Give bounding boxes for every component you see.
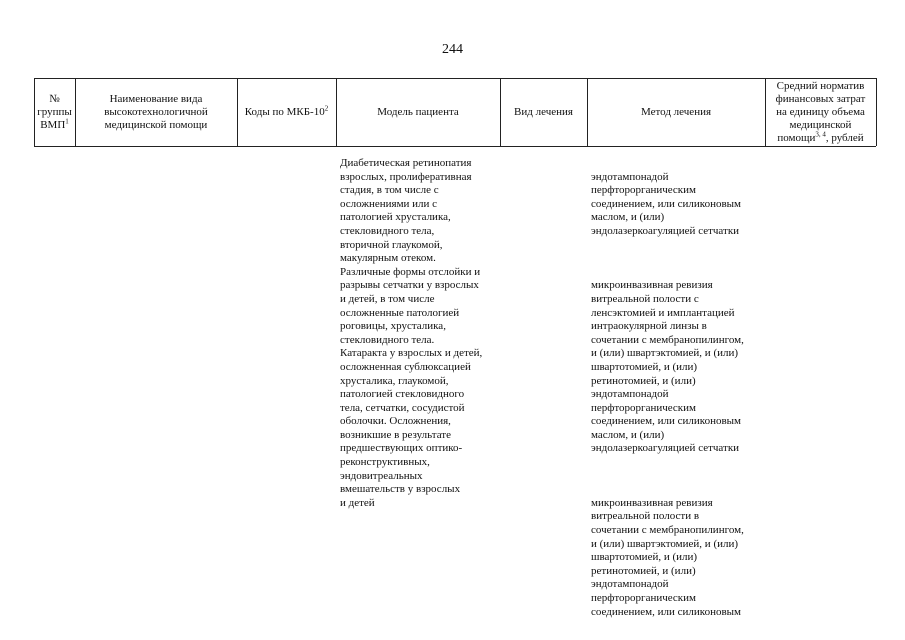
treatment-method-paragraph: микроинвазивная ревизия витреальной полости в сочетании с мембранопилингом, и (или) швартэктомией, и (или) швартотомией, и (или) ретинотомией, и (или) эндотампонадой перфторорганическим соединением, или силиконовым [591,496,744,618]
header-group-number: № группы ВМП$^1$ [37,92,72,131]
header-icd-codes: Коды по МКБ-$10^2$ [244,103,329,118]
patient-model-text: Диабетическая ретинопатия взрослых, пролиферативная стадия, в том числе с осложнениями или с патологией хрусталика, стекловидного тела, вторичной глаукомой, макулярным отеком. Различные формы отслойки и разрывы сетчатки у взрослых и детей, в том числе осложненные патологией роговицы, хрусталика, стекловидного тела. Катаракта у взрослых и детей, осложненная сублюксацией хрусталика, глаукомой, патологией стекловидного тела, сетчатки, сосудистой оболочки. Осложнения, возникшие в результате предшествующих оптико- реконструктивных, эндовитреальных вмешательств у взрослых и детей [340,157,483,509]
treatment-method-text [591,157,763,633]
column-divider [876,78,877,146]
treatment-method-paragraph: микроинвазивная ревизия витреальной полости с ленсэктомией и имплантацией интраокулярной линзы в сочетании с мембранопилингом, и (или) швартэктомией, и (или) швартотомией, и (или) ретинотомией, и (или) эндотампонадой перфторорганическим соединением, или силиконовым маслом, и (или) эндолазеркоагуляцией сетчатки [591,279,744,455]
header-cost-standard: Средний норматив финансовых затрат на единицу объема медицинской помощи$^{3, 4}$, рублей [775,79,866,144]
header-treatment-type: Вид лечения [514,105,573,118]
table-header-bottom-border [34,146,876,147]
header-care-type-name: Наименование вида высокотехнологичной медицинской помощи [104,92,208,131]
treatment-method-paragraph: эндотампонадой перфторорганическим соединением, или силиконовым маслом, и (или) эндолазеркоагуляцией сетчатки [591,170,741,237]
header-treatment-method: Метод лечения [640,105,712,118]
page-number: 244 [442,42,463,57]
header-patient-model: Модель пациента [377,105,459,118]
